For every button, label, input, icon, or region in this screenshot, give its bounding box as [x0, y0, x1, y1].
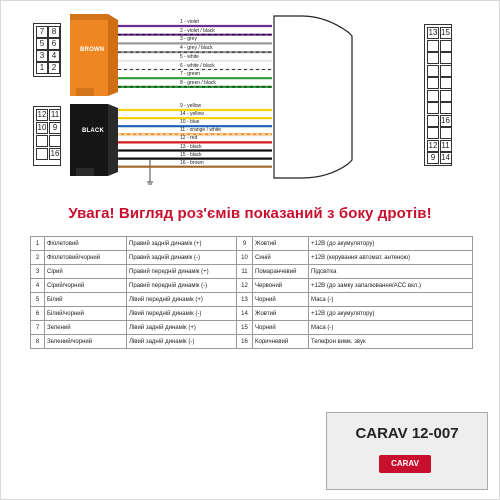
table-cell: +12В (до акумулятору): [309, 237, 473, 251]
head-unit-connector: [274, 16, 352, 178]
black-plug-label: BLACK: [82, 128, 104, 134]
table-cell: Сірий/чорний: [45, 279, 127, 293]
wire-label: 4 - grey / black: [180, 45, 213, 52]
table-cell: 11: [237, 265, 253, 279]
table-cell: Маса (-): [309, 293, 473, 307]
pin-cell: [36, 148, 48, 160]
table-row: [31, 307, 473, 321]
table-cell: 14: [237, 307, 253, 321]
pin-cell: 16: [441, 115, 450, 125]
pin-cell: 9: [49, 122, 61, 134]
small-pigtail: [147, 160, 153, 184]
pin-cell: [427, 65, 439, 77]
table-cell: 12: [237, 279, 253, 293]
pin-cell: [440, 40, 452, 52]
table-cell: Правий передній динамік (-): [127, 279, 237, 293]
right-connector-grid: [424, 24, 452, 166]
pin-cell: 11: [441, 140, 450, 150]
pin-cell: [440, 127, 452, 139]
table-cell: 8: [31, 335, 45, 349]
table-cell: Білий: [45, 293, 127, 307]
wire-label: 2 - violet / black: [180, 27, 215, 34]
pin-cell: [440, 102, 452, 114]
pin-cell: 11: [50, 110, 60, 119]
black-plug: [70, 104, 118, 176]
table-cell: 4: [31, 279, 45, 293]
table-cell: Зелений: [45, 321, 127, 335]
pin-cell: 3: [36, 50, 48, 62]
table-row: [31, 321, 473, 335]
table-cell: Помаранчевий: [253, 265, 309, 279]
table-row: [31, 335, 473, 349]
pin-cell: [440, 77, 452, 89]
table-cell: Телефон вимк. звук: [309, 335, 473, 349]
table-cell: Лівий задній динамік (+): [127, 321, 237, 335]
pin-cell: [440, 65, 452, 77]
table-row: [31, 237, 473, 251]
table-cell: 2: [31, 251, 45, 265]
wire-label: 10 - blue: [180, 119, 200, 126]
pin-cell: 6: [48, 38, 60, 50]
table-cell: 5: [31, 293, 45, 307]
table-cell: 15: [237, 321, 253, 335]
table-cell: Маса (-): [309, 321, 473, 335]
pin-cell: [427, 90, 439, 102]
pin-cell: 9: [427, 152, 439, 164]
table-cell: Синій: [253, 251, 309, 265]
table-cell: Чорний: [253, 321, 309, 335]
pin-cell: 13: [428, 28, 438, 37]
table-cell: Білий/чорний: [45, 307, 127, 321]
table-row: [31, 251, 473, 265]
pin-cell: 8: [48, 26, 60, 38]
table-cell: 1: [31, 237, 45, 251]
pin-cell: [427, 102, 439, 114]
table-cell: Жовтий: [253, 307, 309, 321]
wire-label: 16 - brown: [180, 159, 204, 166]
wire-label: 6 - white / black: [180, 62, 215, 69]
model-box: [326, 412, 488, 490]
wire-label: 9 - yellow: [180, 103, 202, 109]
wire-label: 15 - black: [180, 151, 202, 158]
table-row: [31, 293, 473, 307]
pin-cell: [427, 77, 439, 89]
pin-cell: 1: [36, 62, 48, 74]
pin-cell: [427, 115, 439, 127]
table-cell: 3: [31, 265, 45, 279]
table-cell: 9: [237, 237, 253, 251]
table-cell: 10: [237, 251, 253, 265]
pin-cell: 10: [37, 123, 47, 132]
table-cell: Правий передній динамік (+): [127, 265, 237, 279]
table-cell: 7: [31, 321, 45, 335]
left-connector-grid-top: [33, 23, 61, 77]
carav-logo: CARAV: [379, 455, 431, 473]
table-cell: Сірий: [45, 265, 127, 279]
table-cell: 13: [237, 293, 253, 307]
brown-plug: [70, 14, 118, 96]
pin-cell: 5: [36, 38, 48, 50]
left-connector-grid-bottom: [33, 106, 61, 166]
pin-cell: 14: [441, 153, 450, 162]
pin-cell: [427, 127, 439, 139]
wire-label: 5 - white: [180, 53, 199, 60]
table-cell: Зелений/чорний: [45, 335, 127, 349]
model-number: CARAV 12-007: [355, 425, 459, 442]
warning-heading: Увага! Вигляд роз'ємів показаний з боку дротів!: [68, 205, 432, 222]
table-cell: Правий задній динамік (+): [127, 237, 237, 251]
wire-label: 11 - orange / white: [180, 127, 222, 134]
table-cell: Фіолетовий/чорний: [45, 251, 127, 265]
table-cell: +12В (керування автомат. антеною): [309, 251, 473, 265]
table-cell: +12В (до замку запалювання/ACC вкл.): [309, 279, 473, 293]
wire-label: 3 - grey: [180, 36, 197, 43]
pin-cell: [427, 52, 439, 64]
wire-label: 8 - green / black: [180, 79, 216, 86]
table-cell: Правий задній динамік (-): [127, 251, 237, 265]
table-cell: 6: [31, 307, 45, 321]
pin-assignment-table: [30, 236, 473, 349]
table-cell: Лівий передній динамік (-): [127, 307, 237, 321]
table-row: [31, 265, 473, 279]
table-cell: 16: [237, 335, 253, 349]
brown-plug-label: BROWN: [80, 47, 105, 53]
wire-label: 14 - yellow: [180, 111, 204, 118]
table-cell: Жовтий: [253, 237, 309, 251]
wire-label: 12 - red: [180, 135, 198, 142]
pin-cell: 16: [50, 149, 60, 158]
wire-label: 7 - green: [180, 71, 201, 78]
pin-cell: [49, 135, 61, 147]
pin-cell: 2: [48, 62, 60, 74]
pin-cell: 12: [37, 110, 47, 119]
wire-label: 1 - violet: [180, 19, 199, 25]
table-cell: Фіолетовий: [45, 237, 127, 251]
pin-cell: 4: [48, 50, 60, 62]
table-cell: Коричневий: [253, 335, 309, 349]
wire-label: 13 - black: [180, 143, 202, 150]
pin-cell: [440, 90, 452, 102]
pin-cell: [427, 40, 439, 52]
pin-cell: 7: [36, 26, 48, 38]
table-cell: Червоний: [253, 279, 309, 293]
pin-cell: 12: [428, 140, 438, 150]
table-row: [31, 279, 473, 293]
pin-cell: 15: [441, 28, 450, 37]
table-cell: +12В (до акумулятору): [309, 307, 473, 321]
table-cell: Підсвітка: [309, 265, 473, 279]
pin-cell: [36, 135, 48, 147]
table-cell: Лівий передній динамік (+): [127, 293, 237, 307]
table-cell: Чорний: [253, 293, 309, 307]
pin-cell: [440, 52, 452, 64]
table-cell: Лівий задній динамік (-): [127, 335, 237, 349]
